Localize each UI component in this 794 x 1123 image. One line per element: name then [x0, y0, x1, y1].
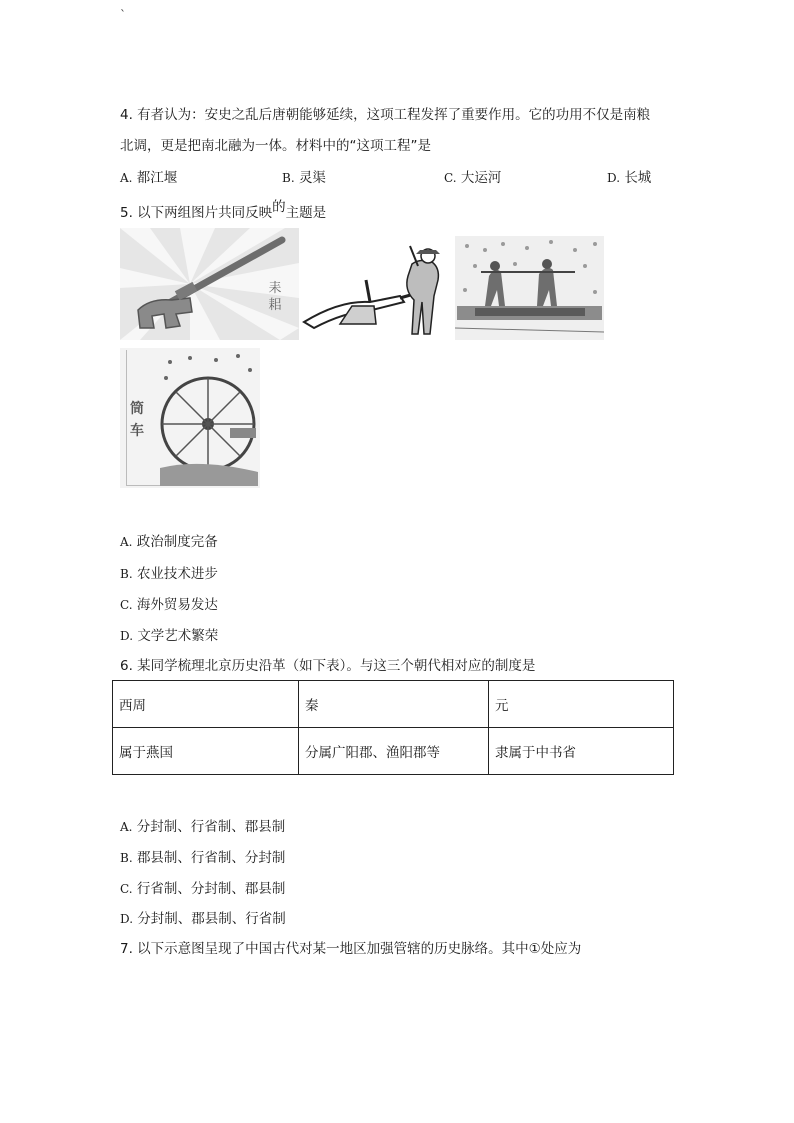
- option-letter: D.: [120, 629, 134, 643]
- table-header-cell: 元: [489, 681, 674, 728]
- option-text: 都江堰: [136, 170, 178, 186]
- table-cell: 属于燕国: [113, 728, 299, 775]
- waterwheel-woodcut-drawing: [455, 236, 604, 340]
- q5-option-c[interactable]: [120, 593, 218, 613]
- q6-option-a[interactable]: [120, 815, 285, 835]
- table-row: [113, 728, 674, 775]
- table-cell: 分属广阳郡、渔阳郡等: [299, 728, 489, 775]
- option-text: 分封制、郡县制、行省制: [137, 911, 286, 927]
- option-text: 海外贸易发达: [136, 597, 218, 613]
- q5-stem-sup: 的: [272, 199, 286, 215]
- q4-option-d[interactable]: [607, 166, 651, 186]
- q5-stem-part-b: 主题是: [285, 205, 327, 221]
- option-letter: B.: [120, 567, 133, 581]
- q4-stem-line2: 北调，更是把南北融为一体。材料中的“这项工程”是: [120, 138, 431, 154]
- option-text: 灵渠: [298, 170, 326, 186]
- beijing-history-table: [112, 680, 674, 775]
- plough-illustration: [300, 240, 452, 338]
- option-letter: A.: [120, 171, 133, 185]
- q4-stem-line1: 4. 有者认为：安史之乱后唐朝能够延续，这项工程发挥了重要作用。它的功用不仅是南粮: [120, 107, 651, 123]
- q4-option-c[interactable]: [444, 166, 501, 186]
- option-text: 郡县制、行省制、分封制: [136, 850, 286, 866]
- tongche-label-top: 筒: [130, 401, 144, 417]
- option-text: 长城: [624, 170, 652, 186]
- q5-option-d[interactable]: [120, 624, 218, 644]
- option-letter: C.: [120, 598, 133, 612]
- table-header-cell: 西周: [113, 681, 299, 728]
- option-text: 行省制、分封制、郡县制: [136, 881, 286, 897]
- q5-stem: [120, 201, 326, 221]
- option-letter: B.: [120, 851, 133, 865]
- q6-option-d[interactable]: [120, 907, 286, 927]
- option-letter: B.: [282, 171, 295, 185]
- q5-option-b[interactable]: [120, 562, 218, 582]
- q7-stem: 7. 以下示意图呈现了中国古代对某一地区加强管辖的历史脉络。其中①处应为: [120, 941, 582, 957]
- option-text: 分封制、行省制、郡县制: [136, 819, 286, 835]
- option-letter: A.: [120, 820, 133, 834]
- q5-stem-part-a: 5. 以下两组图片共同反映: [120, 205, 273, 221]
- leisi-label: 耒耜: [268, 281, 282, 313]
- table-row: [113, 681, 674, 728]
- q6-stem: 6. 某同学梳理北京历史沿革（如下表）。与这三个朝代相对应的制度是: [120, 658, 536, 674]
- table-header-cell: 秦: [299, 681, 489, 728]
- leisi-illustration: [120, 228, 299, 340]
- plough-drawing: [300, 240, 452, 338]
- q6-option-c[interactable]: [120, 877, 285, 897]
- option-letter: C.: [120, 882, 133, 896]
- option-letter: D.: [607, 171, 621, 185]
- q4-option-b[interactable]: [282, 166, 326, 186]
- option-letter: D.: [120, 912, 134, 926]
- option-text: 大运河: [460, 170, 502, 186]
- option-text: 政治制度完备: [136, 534, 218, 550]
- table-cell: 隶属于中书省: [489, 728, 674, 775]
- option-letter: C.: [444, 171, 457, 185]
- option-letter: A.: [120, 535, 133, 549]
- header-mark: `: [120, 8, 126, 22]
- option-text: 农业技术进步: [136, 566, 218, 582]
- tongche-drawing: [120, 348, 260, 488]
- tongche-illustration: [120, 348, 260, 488]
- tongche-label-bottom: 车: [130, 423, 144, 439]
- q6-option-b[interactable]: [120, 846, 285, 866]
- q4-option-a[interactable]: [120, 166, 177, 186]
- q5-option-a[interactable]: [120, 530, 218, 550]
- option-text: 文学艺术繁荣: [137, 628, 219, 644]
- waterwheel-woodcut-illustration: [455, 236, 604, 340]
